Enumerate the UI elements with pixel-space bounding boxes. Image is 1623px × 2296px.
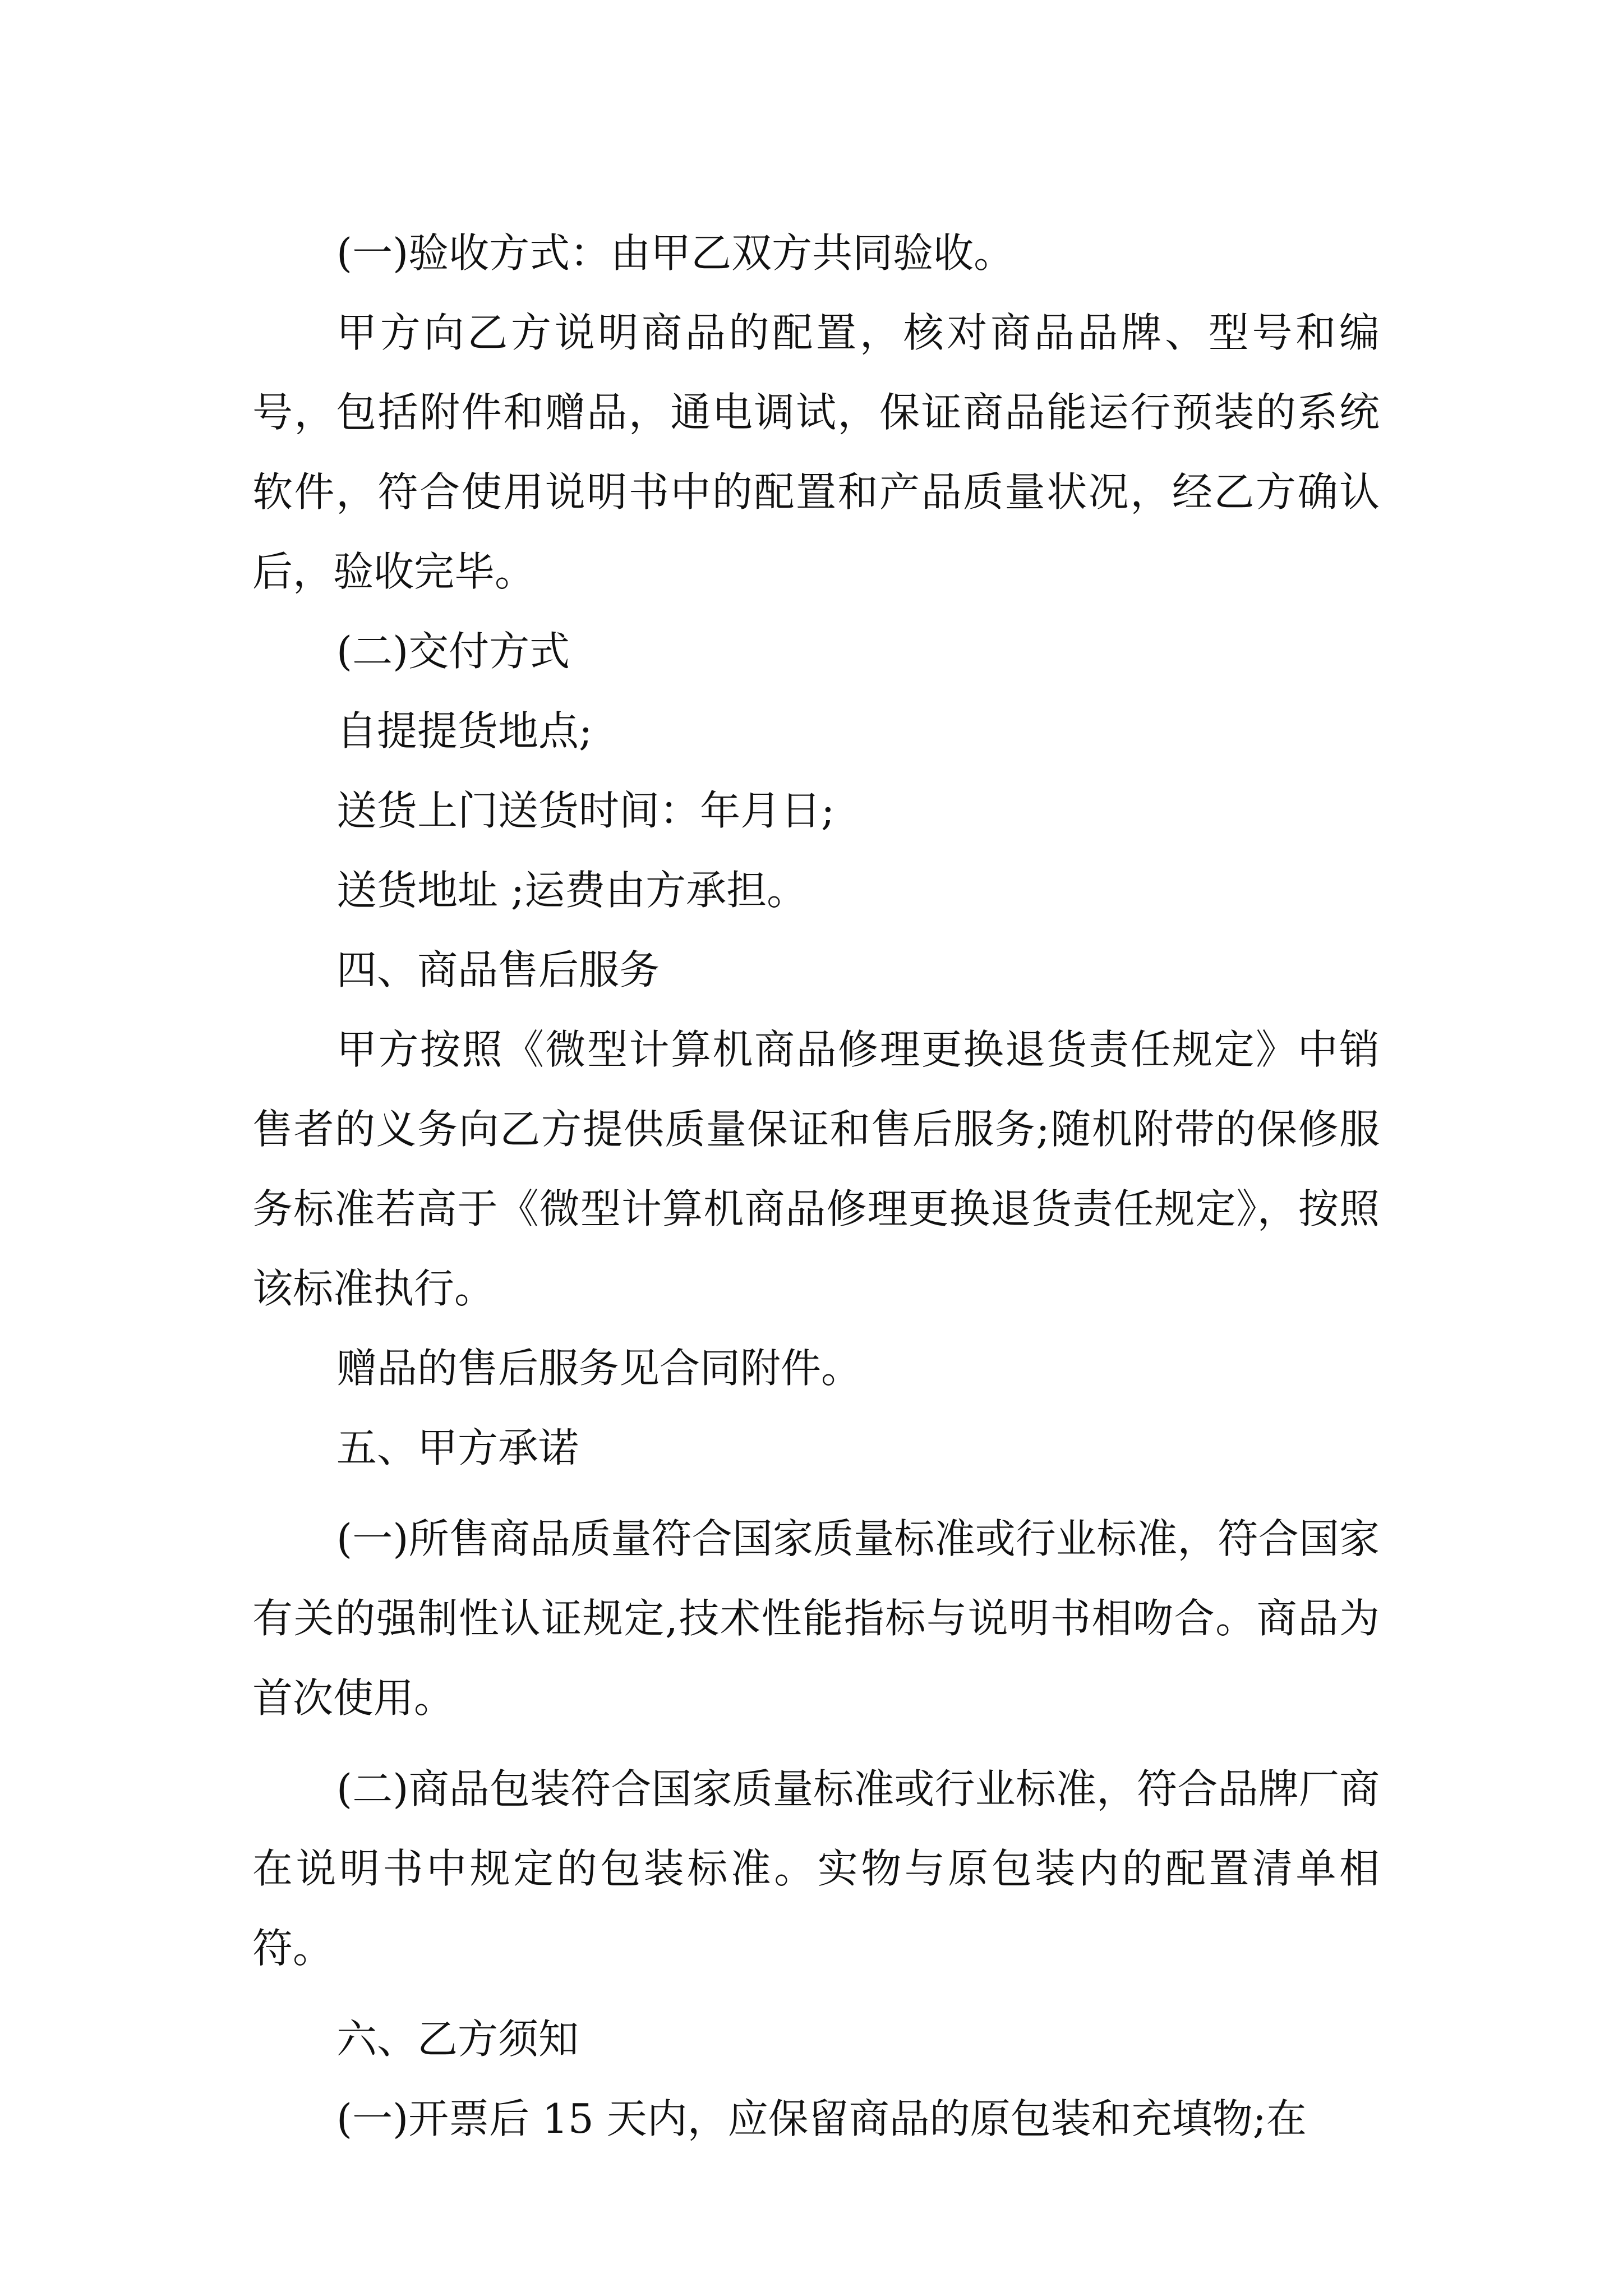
paragraph-acceptance-details: 甲方向乙方说明商品的配置，核对商品品牌、型号和编号，包括附件和赠品，通电调试，保证商品能运行预装的系统软件，符合使用说明书中的配置和产品质量状况，经乙方确认后，验收完毕。 (252, 309, 1380, 595)
paragraph-acceptance-method: (一)验收方式：由甲乙双方共同验收。 (336, 229, 1015, 277)
paragraph-after-sales-details: 甲方按照《微型计算机商品修理更换退货责任规定》中销售者的义务向乙方提供质量保证和售后服务;随机附带的保修服务标准若高于《微型计算机商品修理更换退货责任规定》，按照该标准执行。 (252, 1026, 1380, 1312)
paragraph-delivery-address: 送货地址 ;运费由方承担。 (336, 867, 808, 914)
document-body (252, 213, 1380, 2159)
heading-after-sales-service: 四、商品售后服务 (336, 946, 660, 993)
paragraph-delivery-time: 送货上门送货时间：年月日; (336, 787, 835, 834)
heading-party-b-notice: 六、乙方须知 (336, 2016, 579, 2063)
paragraph-quality-commitment: (一)所售商品质量符合国家质量标准或行业标准，符合国家有关的强制性认证规定,技术性能指标与说明书相吻合。商品为首次使用。 (252, 1515, 1380, 1722)
paragraph-gift-service: 赠品的售后服务见合同附件。 (336, 1345, 862, 1392)
paragraph-packaging-commitment: (二)商品包装符合国家质量标准或行业标准，符合品牌厂商在说明书中规定的包装标准。实物与原包装内的配置清单相符。 (252, 1765, 1380, 1972)
paragraph-packaging-retention: (一)开票后 15 天内，应保留商品的原包装和充填物;在 (336, 2095, 1307, 2142)
heading-party-a-commitment: 五、甲方承诺 (336, 1424, 579, 1471)
paragraph-pickup-location: 自提提货地点; (336, 707, 593, 754)
paragraph-delivery-method: (二)交付方式 (336, 628, 570, 675)
